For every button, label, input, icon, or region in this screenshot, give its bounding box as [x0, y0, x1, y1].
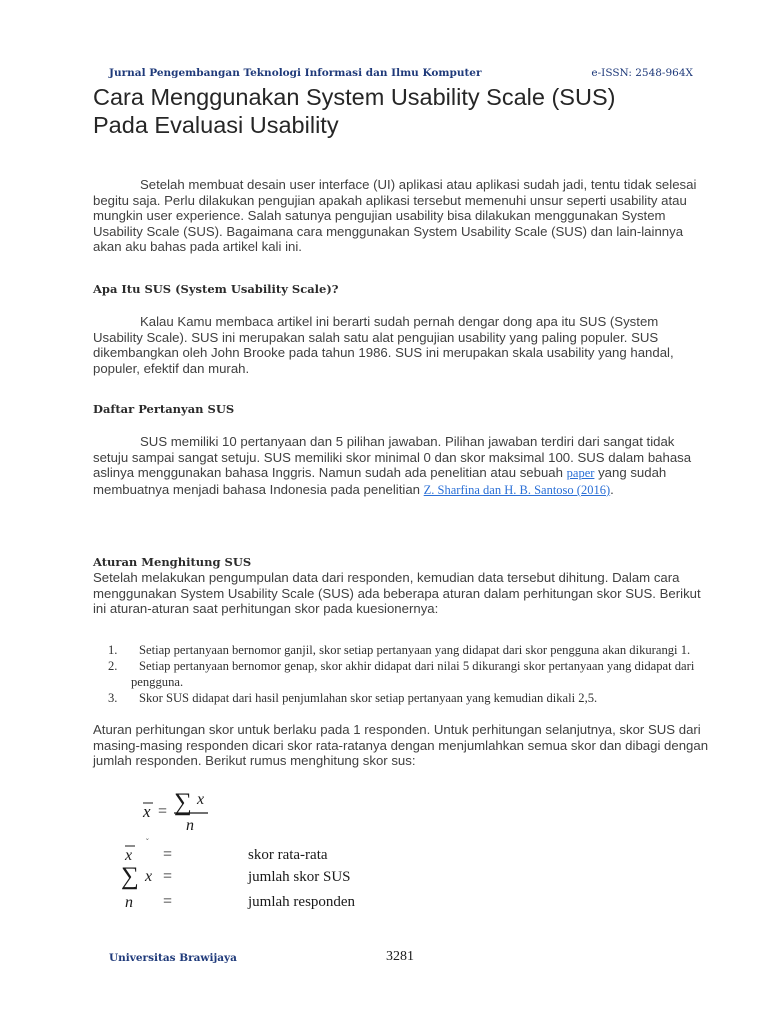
article-title: [93, 83, 713, 139]
after-rules-paragraph: [93, 722, 709, 769]
section-paragraph-question-list: [93, 434, 709, 498]
formula-denominator: n: [186, 817, 194, 834]
journal-header: [109, 67, 699, 83]
after-rules-text: Aturan perhitungan skor untuk berlaku pada 1 responden. Untuk perhitungan selanjutnya, skor SUS dari masing-masing responden dicari skor rata-ratanya dengan menjumlahkan semua skor dan dibagi dengan jumlah responden. Berikut rumus menghitung skor sus:: [93, 722, 709, 769]
list-item: [93, 642, 713, 658]
list-item: [93, 690, 713, 706]
footer-page-number: 3281: [386, 949, 414, 964]
legend-desc-n: jumlah responden: [248, 894, 356, 910]
legend-sigma-icon: ∑: [121, 863, 139, 890]
journal-name: Jurnal Pengembangan Teknologi Informasi dan Ilmu Komputer: [109, 67, 482, 79]
section-heading-what-is-sus: Apa Itu SUS (System Usability Scale)?: [93, 282, 339, 296]
section-paragraph-scoring-rules: [93, 570, 709, 617]
scoring-rules-list: [93, 642, 713, 706]
formula-lhs: x: [143, 802, 151, 821]
sigma-icon: ∑: [174, 789, 192, 816]
legend-desc-mean: skor rata-rata: [248, 847, 328, 863]
legend-symbol-mean: x: [125, 847, 133, 864]
journal-issn: e-ISSN: 2548-964X: [591, 67, 693, 79]
article-title-line-1: Cara Menggunakan System Usability Scale (SUS): [93, 84, 616, 110]
legend-equals-1: =: [163, 846, 173, 863]
footer-university: Universitas Brawijaya: [109, 952, 237, 964]
section-paragraph-what-is-sus: [93, 314, 709, 376]
formula-equals: =: [158, 803, 168, 820]
section3-text: Setelah melakukan pengumpulan data dari responden, kemudian data tersebut dihitung. Dalam cara menggunakan System Usability Scale (SUS) ada beberapa aturan dalam perhitungan skor SUS. Berikut ini aturan-aturan saat perhitungan skor pada kuesionernya:: [93, 570, 701, 617]
paper-link[interactable]: paper: [566, 466, 595, 481]
section-heading-scoring-rules: Aturan Menghitung SUS: [93, 555, 252, 569]
rule-text: Skor SUS didapat dari hasil penjumlahan skor setiap pertanyaan yang kemudian dikali 2,5.: [139, 691, 598, 705]
sus-formula: [110, 782, 410, 922]
legend-equals-3: =: [163, 893, 173, 910]
legend-symbol-n: n: [125, 894, 133, 911]
article-title-line-2: Pada Evaluasi Usability: [93, 112, 339, 138]
rule-number: 1.: [108, 643, 118, 657]
section2-text-b: yang sudah membuatnya menjadi bahasa Indonesia pada penelitian: [93, 465, 667, 497]
legend-desc-sum: jumlah skor SUS: [248, 869, 351, 885]
intro-paragraph: [93, 177, 709, 255]
artifact-mark: ˘: [146, 837, 149, 846]
rule-number: 2.: [108, 659, 118, 673]
sharfina-santoso-link[interactable]: Z. Sharfina dan H. B. Santoso (2016): [423, 482, 611, 497]
section-heading-question-list: Daftar Pertanyan SUS: [93, 402, 235, 416]
formula-numerator: x: [197, 791, 205, 808]
section1-text: Kalau Kamu membaca artikel ini berarti sudah pernah dengar dong apa itu SUS (System Usability Scale). SUS ini merupakan salah satu alat pengujian usability yang paling populer. SUS dikembangkan oleh John Brooke pada tahun 1986. SUS ini merupakan skala usability yang handal, populer, efektif dan murah.: [93, 314, 674, 376]
legend-equals-2: =: [163, 868, 173, 885]
sus-formula-graphic: [110, 782, 410, 922]
legend-symbol-sum: x: [145, 868, 153, 885]
intro-text: Setelah membuat desain user interface (UI) aplikasi atau aplikasi sudah jadi, tentu tidak selesai begitu saja. Perlu dilakukan pengujian apakah aplikasi tersebut memenuhi unsur seperti usability atau mungkin user experience. Salah satunya pengujian usability bisa dilakukan menggunakan System Usability Scale (SUS). Bagaimana cara menggunakan System Usability Scale (SUS) dan lain-lainnya akan aku bahas pada artikel kali ini.: [93, 177, 697, 255]
section2-text-a: SUS memiliki 10 pertanyaan dan 5 pilihan jawaban. Pilihan jawaban terdiri dari sangat tidak setuju sampai sangat setuju. SUS memiliki skor minimal 0 dan skor maksimal 100. SUS dalam bahasa aslinya menggunakan bahasa Inggris. Namun sudah ada penelitian atau sebuah: [93, 434, 692, 481]
section2-text-c: .: [610, 481, 614, 497]
rule-number: 3.: [108, 691, 118, 705]
rule-text: Setiap pertanyaan bernomor genap, skor akhir didapat dari nilai 5 dikurangi skor pertanyaan yang didapat dari pengguna.: [131, 659, 695, 689]
list-item: [93, 658, 713, 690]
rule-text: Setiap pertanyaan bernomor ganjil, skor setiap pertanyaan yang didapat dari skor pengguna akan dikurangi 1.: [139, 643, 691, 657]
